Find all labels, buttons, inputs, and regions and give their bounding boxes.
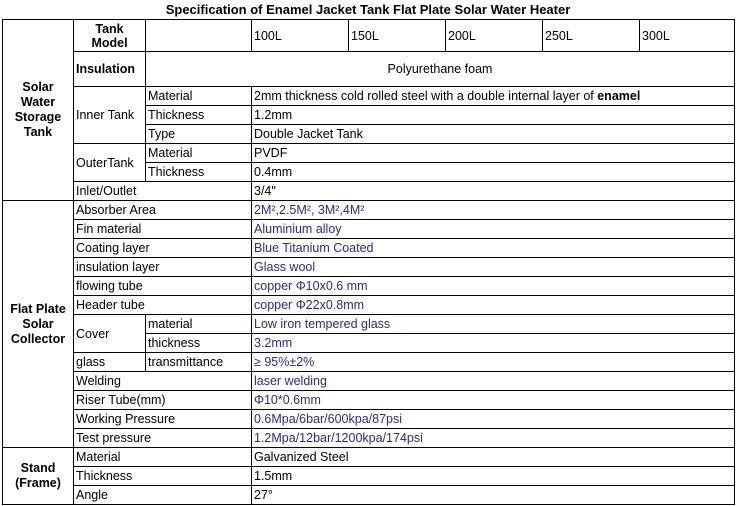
model-100: 100L (252, 20, 349, 52)
test-pressure-value: 1.2Mpa/12bar/1200kpa/174psi (252, 429, 735, 448)
transmittance-label: transmittance (146, 353, 252, 372)
absorber-value: 2M²,2.5M², 3M²,4M² (252, 201, 735, 220)
stand-thickness-value: 1.5mm (252, 467, 735, 486)
inner-material-text: 2mm thickness cold rolled steel with a double internal layer of (254, 89, 598, 103)
cover-thickness-label: thickness (146, 334, 252, 353)
outer-thickness-label: Thickness (146, 163, 252, 182)
section-storage: Solar Water Storage Tank (3, 20, 74, 201)
insulation-value: Polyurethane foam (146, 52, 735, 87)
inner-type-label: Type (146, 125, 252, 144)
fin-value: Aluminium alloy (252, 220, 735, 239)
table-row (3, 239, 735, 258)
outer-thickness-value: 0.4mm (252, 163, 735, 182)
inlet-label: Inlet/Outlet (74, 182, 252, 201)
table-row (3, 258, 735, 277)
table-row (3, 144, 735, 163)
stand-thickness-label: Thickness (74, 467, 252, 486)
model-blank-cell (146, 20, 252, 52)
tank-model-header: Tank Model (74, 20, 146, 52)
table-row (3, 296, 735, 315)
table-row (3, 448, 735, 467)
cover-label: Cover (74, 315, 146, 353)
coating-value: Blue Titanium Coated (252, 239, 735, 258)
riser-tube-label: Riser Tube(mm) (74, 391, 252, 410)
stand-material-label: Material (74, 448, 252, 467)
cover-thickness-value: 3.2mm (252, 334, 735, 353)
cover-material-label: material (146, 315, 252, 334)
section-stand: Stand (Frame) (3, 448, 74, 505)
table-row (3, 182, 735, 201)
stand-angle-value: 27° (252, 486, 735, 505)
outer-tank-label: OuterTank (74, 144, 146, 182)
transmittance-value: ≥ 95%±2% (252, 353, 735, 372)
spec-table (2, 19, 735, 505)
table-row (3, 52, 735, 87)
cover-material-value: Low iron tempered glass (252, 315, 735, 334)
insulation-layer-label: insulation layer (74, 258, 252, 277)
absorber-label: Absorber Area (74, 201, 252, 220)
table-row (3, 486, 735, 505)
table-row-model (3, 20, 735, 52)
table-row (3, 315, 735, 334)
flowing-tube-label: flowing tube (74, 277, 252, 296)
fin-label: Fin material (74, 220, 252, 239)
inlet-value: 3/4" (252, 182, 735, 201)
table-row (3, 372, 735, 391)
table-row (3, 353, 735, 372)
table-row (3, 410, 735, 429)
outer-material-value: PVDF (252, 144, 735, 163)
working-pressure-label: Working Pressure (74, 410, 252, 429)
page-title: Specification of Enamel Jacket Tank Flat Plate Solar Water Heater (165, 2, 571, 17)
inner-thickness-value: 1.2mm (252, 106, 735, 125)
model-300: 300L (640, 20, 735, 52)
table-row (3, 220, 735, 239)
insulation-label: Insulation (74, 52, 146, 87)
header-tube-value: copper Φ22x0.8mm (252, 296, 735, 315)
table-row (3, 277, 735, 296)
model-150: 150L (349, 20, 446, 52)
table-row (3, 201, 735, 220)
working-pressure-value: 0.6Mpa/6bar/600kpa/87psi (252, 410, 735, 429)
inner-type-value: Double Jacket Tank (252, 125, 735, 144)
section-collector: Flat Plate Solar Collector (3, 201, 74, 448)
welding-value: laser welding (252, 372, 735, 391)
inner-thickness-label: Thickness (146, 106, 252, 125)
model-200: 200L (446, 20, 543, 52)
header-tube-label: Header tube (74, 296, 252, 315)
table-row (3, 467, 735, 486)
glass-label: glass (74, 353, 146, 372)
test-pressure-label: Test pressure (74, 429, 252, 448)
stand-material-value: Galvanized Steel (252, 448, 735, 467)
flowing-tube-value: copper Φ10x0.6 mm (252, 277, 735, 296)
outer-material-label: Material (146, 144, 252, 163)
table-row (3, 429, 735, 448)
insulation-layer-value: Glass wool (252, 258, 735, 277)
model-250: 250L (543, 20, 640, 52)
coating-label: Coating layer (74, 239, 252, 258)
table-row (3, 87, 735, 106)
stand-angle-label: Angle (74, 486, 252, 505)
inner-tank-label: Inner Tank (74, 87, 146, 144)
inner-material-bold: enamel (597, 89, 641, 103)
welding-label: Welding (74, 372, 252, 391)
inner-material-label: Material (146, 87, 252, 106)
inner-material-value (252, 87, 735, 106)
riser-tube-value: Φ10*0.6mm (252, 391, 735, 410)
table-row (3, 391, 735, 410)
